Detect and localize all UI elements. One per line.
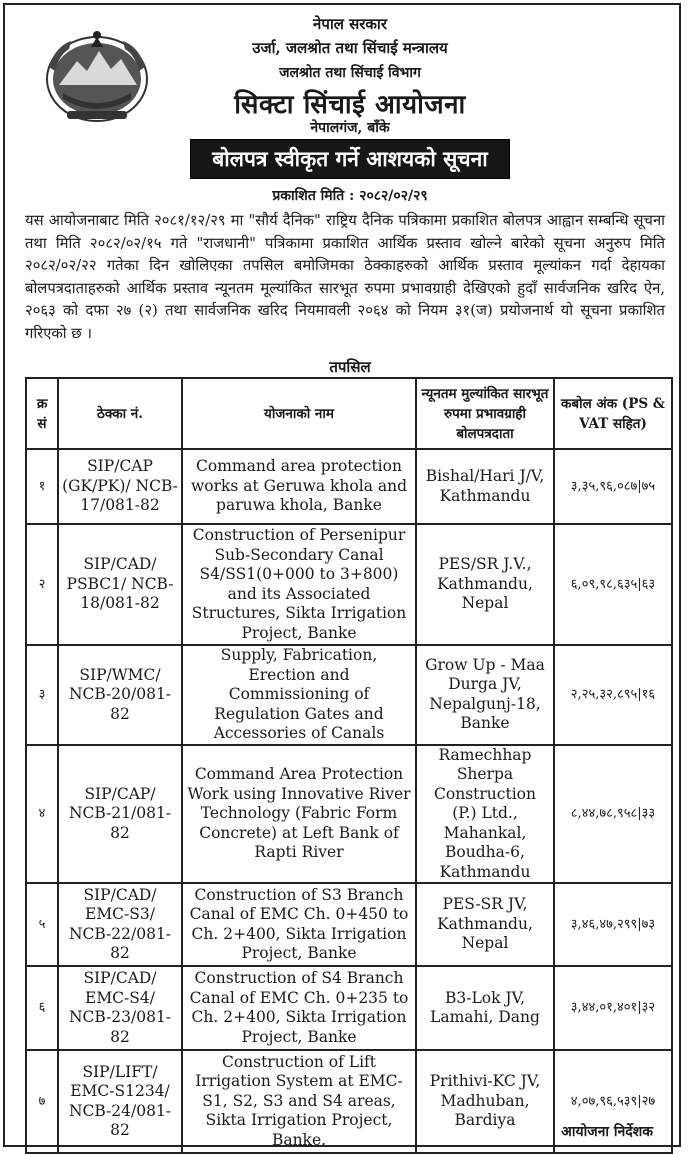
published-date: प्रकाशित मिति : २०८२/०२/२९ xyxy=(272,188,428,204)
col-header-contract: ठेक्का नं. xyxy=(59,379,183,450)
cell-name: Supply, Fabrication, Erection and Commissioning of Regulation Gates and Accessories of Canals xyxy=(183,646,417,746)
cell-bidder: B3-Lok JV, Lamahi, Dang xyxy=(417,967,555,1051)
nepal-emblem-icon xyxy=(41,27,153,127)
cell-sn: ३ xyxy=(27,646,59,746)
cell-amount: २,२५,३२,८९५|१६ xyxy=(555,646,673,746)
cell-contract: SIP/WMC/ NCB-20/081-82 xyxy=(59,646,183,746)
project-location: नेपालगंज, बाँके xyxy=(310,120,390,136)
table-row xyxy=(27,450,673,525)
cell-bidder: Prithivi-KC JV, Madhuban, Bardiya xyxy=(417,1051,555,1154)
cell-name: Construction of Lift Irrigation System at EMC-S1, S2, S3 and S4 areas, Sikta Irrigation Project, Banke. xyxy=(183,1051,417,1154)
cell-sn: ४ xyxy=(27,746,59,885)
cell-sn: २ xyxy=(27,525,59,646)
cell-contract: SIP/CAD/ EMC-S3/ NCB-22/081-82 xyxy=(59,884,183,967)
cell-bidder: PES/SR J.V., Kathmandu, Nepal xyxy=(417,525,555,646)
col-header-amount: कबोल अंक (PS & VAT सहित) xyxy=(555,379,673,450)
col-header-name: योजनाको नाम xyxy=(183,379,417,450)
bid-table xyxy=(25,377,673,1154)
intro-paragraph: यस आयोजनाबाट मिति २०८१/१२/२९ मा "सौर्य दैनिक" राष्ट्रिय दैनिक पत्रिकामा प्रकाशित बोलपत्र आह्वान सम्बन्धि सूचना तथा मिति २०८२/०२/१५ गते "राजधानी" पत्रिकामा प्रकाशित आर्थिक प्रस्ताव खोल्ने बारेको सूचना अनुरुप मिति २०८२/०२/२२ गतेका दिन खोलिएका तपसिल बमोजिमका ठेक्काहरुको आर्थिक प्रस्ताव मूल्यांकन गर्दा देहायका बोलपत्रदाताहरुको आर्थिक प्रस्ताव न्यूनतम मूल्यांकित सारभूत रुपमा प्रभावग्राही देखिएको हुदाँ सार्वजनिक खरिद ऐन, २०६३ को दफा २७ (२) तथा सार्वजनिक खरिद नियमावली २०६४ को नियम ३१(ज) प्रयोजनार्थ यो सूचना प्रकाशित गरिएको छ । xyxy=(25,212,665,342)
cell-sn: १ xyxy=(27,450,59,525)
cell-name: Construction of S4 Branch Canal of EMC Ch. 0+235 to Ch. 2+400, Sikta Irrigation Project, Banke xyxy=(183,967,417,1051)
cell-name: Construction of Persenipur Sub-Secondary Canal S4/SS1(0+000 to 3+800) and its Associated Structures, Sikta Irrigation Project, Banke xyxy=(183,525,417,646)
table-row xyxy=(27,967,673,1051)
cell-amount: ८,४४,७८,९५८|३३ xyxy=(555,746,673,885)
notice-title-banner: बोलपत्र स्वीकृत गर्ने आशयको सूचना xyxy=(190,139,510,179)
cell-sn: ६ xyxy=(27,967,59,1051)
cell-amount: ३,३५,९६,०८७|७५ xyxy=(555,450,673,525)
notice-page xyxy=(3,3,681,1147)
table-row xyxy=(27,646,673,746)
table-title: तपसिल xyxy=(329,358,371,376)
signature-title: आयोजना निर्देशक xyxy=(561,1124,653,1140)
department-name: जलश्रोत तथा सिंचाई विभाग xyxy=(279,65,421,81)
project-name: सिक्टा सिंचाई आयोजना xyxy=(234,90,466,120)
cell-amount: ३,४४,०१,४०१|३२ xyxy=(555,967,673,1051)
cell-sn: ७ xyxy=(27,1051,59,1154)
cell-bidder: Grow Up - Maa Durga JV, Nepalgunj-18, Banke xyxy=(417,646,555,746)
table-row xyxy=(27,884,673,967)
cell-amount: ६,०९,९८,६३५|६३ xyxy=(555,525,673,646)
cell-amount: ४,०७,९६,५३९|२७ xyxy=(555,1051,673,1154)
cell-contract: SIP/CAD/ PSBC1/ NCB-18/081-82 xyxy=(59,525,183,646)
col-header-sn: क्र सं xyxy=(27,379,59,450)
cell-contract: SIP/CAD/ EMC-S4/ NCB-23/081-82 xyxy=(59,967,183,1051)
cell-contract: SIP/LIFT/ EMC-S1234/ NCB-24/081-82 xyxy=(59,1051,183,1154)
ministry-name: उर्जा, जलश्रोत तथा सिंचाई मन्त्रालय xyxy=(252,39,448,57)
cell-contract: SIP/CAP/ NCB-21/081-82 xyxy=(59,746,183,885)
table-header-row xyxy=(27,379,673,450)
cell-contract: SIP/CAP (GK/PK)/ NCB-17/081-82 xyxy=(59,450,183,525)
cell-sn: ५ xyxy=(27,884,59,967)
cell-bidder: PES-SR JV, Kathmandu, Nepal xyxy=(417,884,555,967)
cell-name: Command Area Protection Work using Innovative River Technology (Fabric Form Concrete) at Left Bank of Rapti River xyxy=(183,746,417,885)
cell-bidder: Bishal/Hari J/V, Kathmandu xyxy=(417,450,555,525)
cell-bidder: Ramechhap Sherpa Construction (P.) Ltd., Mahankal, Boudha-6, Kathmandu xyxy=(417,746,555,885)
col-header-bidder: न्यूनतम मुल्यांकित सारभूत रुपमा प्रभावग्राही बोलपत्रदाता xyxy=(417,379,555,450)
cell-name: Command area protection works at Geruwa khola and paruwa khola, Banke xyxy=(183,450,417,525)
cell-name: Construction of S3 Branch Canal of EMC Ch. 0+450 to Ch. 2+400, Sikta Irrigation Project, Banke xyxy=(183,884,417,967)
government-name: नेपाल सरकार xyxy=(313,15,387,33)
table-row xyxy=(27,746,673,885)
table-row xyxy=(27,525,673,646)
cell-amount: ३,४६,४७,२९९|७३ xyxy=(555,884,673,967)
